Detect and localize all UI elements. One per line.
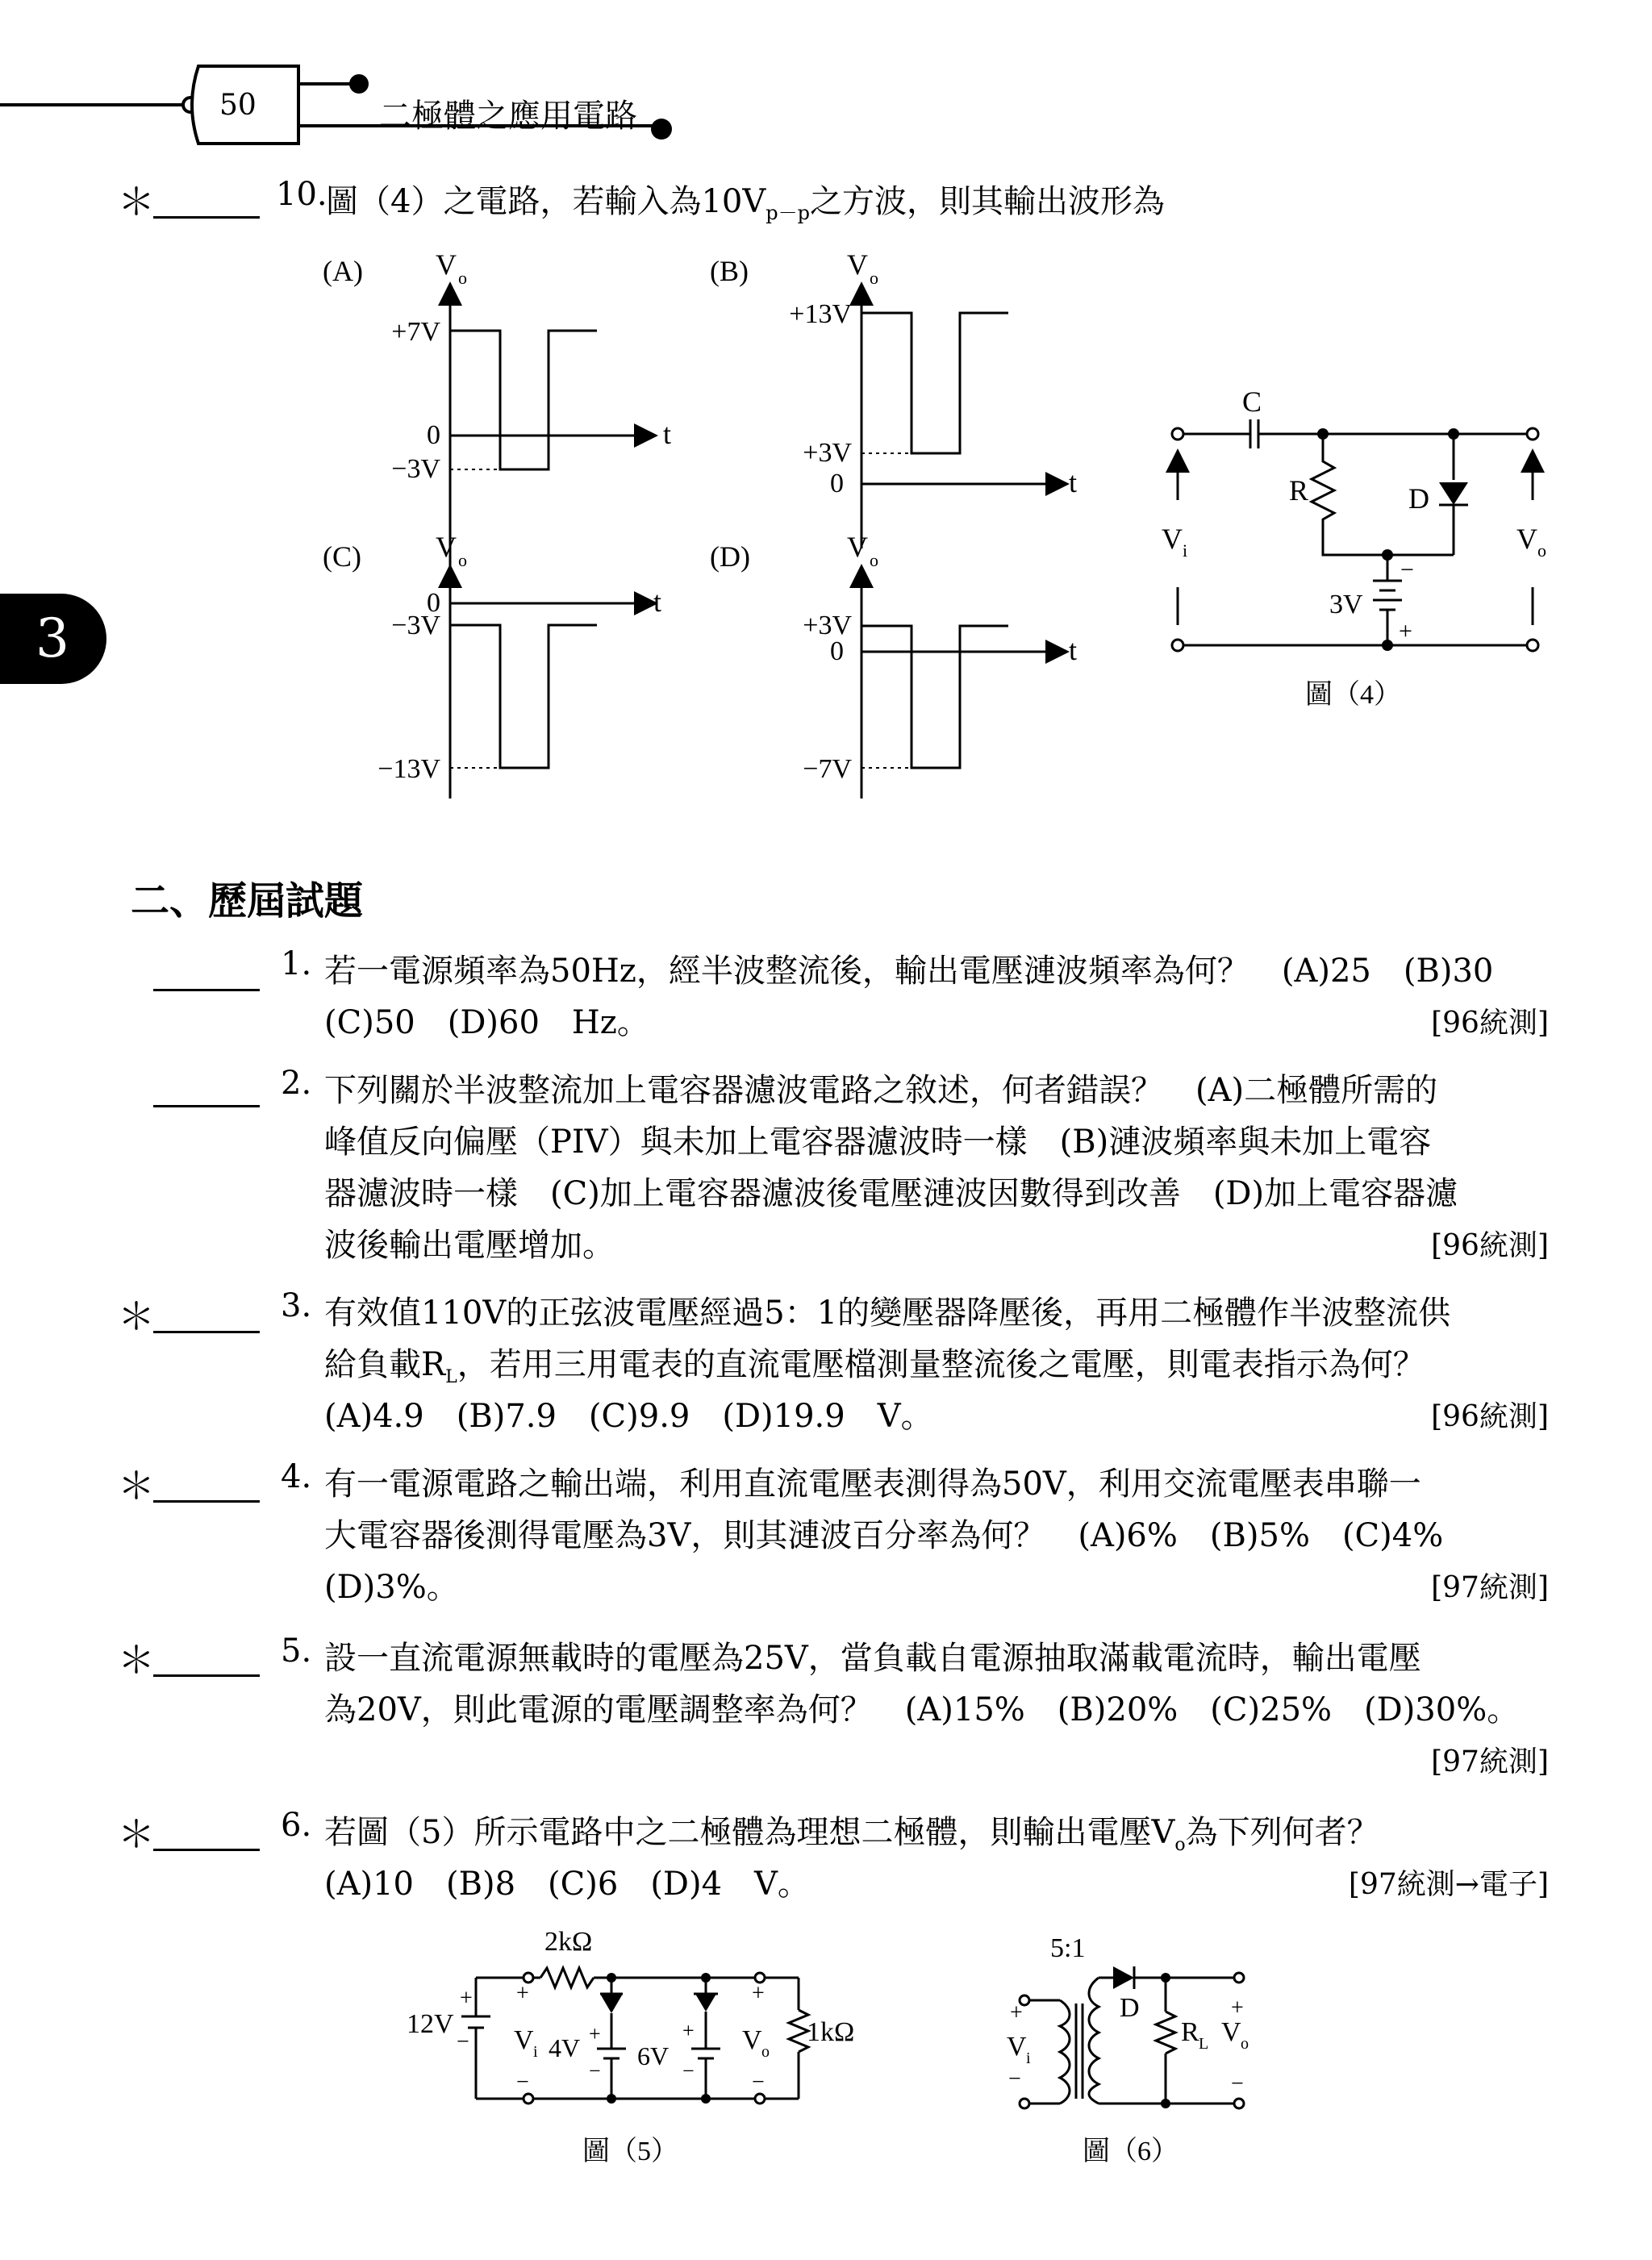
svg-text:R: R [1181, 2017, 1199, 2047]
figure-6-circuit [992, 1920, 1315, 2170]
chapter-title: 二極體之應用電路 [379, 98, 637, 135]
q10-waveforms [315, 242, 1089, 807]
svg-text:t: t [1069, 634, 1078, 666]
fig6-caption: 圖（6） [1083, 2137, 1179, 2166]
q10-text: 圖（4）之電路，若輸入為$10V_{p-p}$之方波，則其輸出波形為 [326, 183, 1165, 224]
option-b-plot [710, 248, 1077, 548]
svg-text:0: 0 [830, 636, 844, 666]
option-a-label: (A) [323, 255, 363, 287]
svg-text:+: + [1010, 2000, 1023, 2025]
svg-text:o: o [1241, 2035, 1249, 2053]
q5-line-1: 設一直流電源無載時的電壓為25V，當負載自電源抽取滿載電流時，輸出電壓 [324, 1640, 1421, 1677]
option-a-axis: V [436, 248, 457, 281]
fig4-battery-label: 3V [1329, 590, 1363, 619]
q4-line-3: (D)3%。 [324, 1569, 459, 1606]
q5-source: [97統測] [1431, 1745, 1549, 1778]
svg-text:+: + [752, 1981, 765, 2006]
svg-text:+: + [1231, 1995, 1244, 2020]
q2-line-3: 器濾波時一樣 (C)加上電容器濾波後電壓漣波因數得到改善 (D)加上電容器濾 [324, 1175, 1458, 1212]
svg-text:5:1: 5:1 [1050, 1933, 1086, 1963]
page-number: 50 [219, 89, 257, 122]
svg-text:−3V: −3V [391, 454, 440, 484]
fig4-c-label: C [1242, 386, 1262, 418]
svg-text:0: 0 [427, 588, 440, 618]
svg-text:+: + [1399, 618, 1412, 644]
q2-source: [96統測] [1431, 1229, 1549, 1262]
option-c-plot [323, 531, 661, 799]
q1-line-1: 若一電源頻率為50Hz，經半波整流後，輸出電壓漣波頻率為何？ (A)25 (B)30 [324, 953, 1494, 990]
q5-star: ＊ [118, 1638, 155, 1682]
q5-answer-blank[interactable] [153, 1674, 260, 1677]
q6-line-1: 若圖（5）所示電路中之二極體為理想二極體，則輸出電壓$V_o$為下列何者？ [324, 1814, 1379, 1855]
q2-line-1: 下列關於半波整流加上電容器濾波電路之敘述，何者錯誤？ (A)二極體所需的 [324, 1072, 1438, 1109]
svg-text:−: − [589, 2059, 601, 2083]
fig5-caption: 圖（5） [582, 2137, 678, 2166]
svg-text:12V: 12V [407, 2009, 454, 2039]
q6-answer-blank[interactable] [153, 1849, 260, 1851]
q1-number: 1. [281, 945, 312, 982]
svg-text:−: − [457, 2029, 469, 2054]
svg-text:−: − [682, 2059, 695, 2083]
option-c-label: (C) [323, 540, 361, 573]
svg-text:−3V: −3V [391, 611, 440, 640]
fig4-d-label: D [1408, 482, 1429, 515]
svg-text:i: i [533, 2043, 538, 2061]
svg-text:V: V [1007, 2032, 1027, 2062]
fig4-r-label: R [1289, 474, 1309, 507]
q4-star: ＊ [118, 1464, 155, 1507]
q1-source: [96統測] [1431, 1007, 1549, 1040]
q3-source: [96統測] [1431, 1400, 1549, 1433]
q10-number: 10. [276, 176, 327, 213]
option-b-label: (B) [710, 255, 749, 287]
q1-line-2: (C)50 (D)60 Hz。 [324, 1004, 649, 1041]
svg-text:t: t [663, 418, 672, 450]
svg-text:t: t [653, 586, 662, 618]
q2-line-2: 峰值反向偏壓（PIV）與未加上電容器濾波時一樣 (B)漣波頻率與未加上電容 [324, 1124, 1432, 1161]
svg-text:t: t [1069, 466, 1078, 498]
svg-text:−13V: −13V [378, 754, 440, 784]
svg-text:1kΩ: 1kΩ [807, 2017, 855, 2047]
figure-4-circuit [1162, 379, 1565, 718]
svg-text:L: L [1199, 2035, 1209, 2053]
svg-text:o: o [870, 268, 878, 288]
q6-number: 6. [281, 1807, 312, 1844]
svg-text:V: V [1221, 2017, 1241, 2047]
svg-text:+7V: +7V [391, 317, 440, 347]
q3-line-3: (A)4.9 (B)7.9 (C)9.9 (D)19.9 V。 [324, 1398, 933, 1435]
q3-line-2: 給負載$R_L$，若用三用電表的直流電壓檔測量整流後之電壓，則電表指示為何？ [324, 1346, 1425, 1387]
svg-text:i: i [1183, 540, 1188, 561]
q4-line-2: 大電容器後測得電壓為3V，則其漣波百分率為何？ (A)6% (B)5% (C)4% [324, 1517, 1444, 1554]
svg-text:V: V [847, 531, 868, 563]
q4-line-1: 有一電源電路之輸出端，利用直流電壓表測得為50V，利用交流電壓表串聯一 [324, 1466, 1421, 1503]
q2-answer-blank[interactable] [153, 1105, 260, 1107]
q6-line-2: (A)10 (B)8 (C)6 (D)4 V。 [324, 1866, 810, 1903]
svg-text:i: i [1026, 2049, 1031, 2067]
q5-number: 5. [281, 1632, 312, 1670]
svg-text:−: − [752, 2070, 765, 2095]
q6-star: ＊ [118, 1812, 155, 1856]
svg-text:V: V [1162, 523, 1183, 555]
q10-answer-blank[interactable] [153, 216, 260, 219]
svg-text:o: o [458, 268, 467, 288]
svg-text:−: − [1400, 557, 1414, 583]
svg-text:+: + [516, 1981, 529, 2006]
chapter-tab: 3 [0, 594, 106, 684]
option-d-plot [710, 531, 1077, 799]
svg-text:−: − [1231, 2071, 1244, 2096]
q4-source: [97統測] [1431, 1571, 1549, 1604]
q10-star: ＊ [118, 180, 155, 223]
svg-text:+: + [460, 1986, 473, 2011]
svg-text:V: V [742, 2025, 762, 2055]
q3-answer-blank[interactable] [153, 1331, 260, 1333]
svg-text:o: o [870, 550, 878, 570]
fig4-caption: 圖（4） [1305, 680, 1401, 710]
svg-text:+: + [682, 2019, 695, 2042]
q6-source: [97統測→電子] [1348, 1868, 1549, 1901]
svg-text:D: D [1120, 1993, 1140, 2023]
svg-text:−: − [1008, 2066, 1021, 2091]
figure-5-circuit [403, 1920, 887, 2170]
q5-line-2: 為20V，則此電源的電壓調整率為何？ (A)15% (B)20% (C)25% (D)30%。 [324, 1691, 1520, 1728]
q2-number: 2. [281, 1065, 312, 1102]
svg-text:0: 0 [427, 420, 440, 450]
svg-text:o: o [1537, 540, 1546, 561]
svg-text:+3V: +3V [803, 611, 852, 640]
svg-text:V: V [1516, 523, 1537, 555]
option-a-plot [323, 248, 671, 790]
q4-number: 4. [281, 1458, 312, 1495]
q2-line-4: 波後輸出電壓增加。 [324, 1227, 615, 1264]
q3-star: ＊ [118, 1295, 155, 1338]
svg-text:−: − [516, 2070, 529, 2095]
svg-text:V: V [436, 531, 457, 563]
svg-text:V: V [847, 248, 868, 281]
svg-text:+13V: +13V [789, 299, 852, 329]
q3-line-1: 有效值110V的正弦波電壓經過5：1的變壓器降壓後，再用二極體作半波整流供 [324, 1295, 1451, 1332]
q4-answer-blank[interactable] [153, 1500, 260, 1503]
svg-text:−7V: −7V [803, 754, 852, 784]
svg-text:+: + [589, 2022, 601, 2045]
svg-text:+3V: +3V [803, 438, 852, 468]
svg-text:0: 0 [830, 469, 844, 498]
svg-text:4V: 4V [549, 2033, 581, 2062]
option-d-label: (D) [710, 540, 750, 573]
svg-text:2kΩ: 2kΩ [544, 1927, 593, 1957]
section-title: 二、歷屆試題 [131, 878, 364, 924]
svg-text:o: o [761, 2043, 770, 2061]
svg-text:V: V [514, 2025, 534, 2055]
svg-text:6V: 6V [637, 2041, 670, 2070]
svg-text:o: o [458, 550, 467, 570]
q1-answer-blank[interactable] [153, 989, 260, 991]
q3-number: 3. [281, 1287, 312, 1324]
